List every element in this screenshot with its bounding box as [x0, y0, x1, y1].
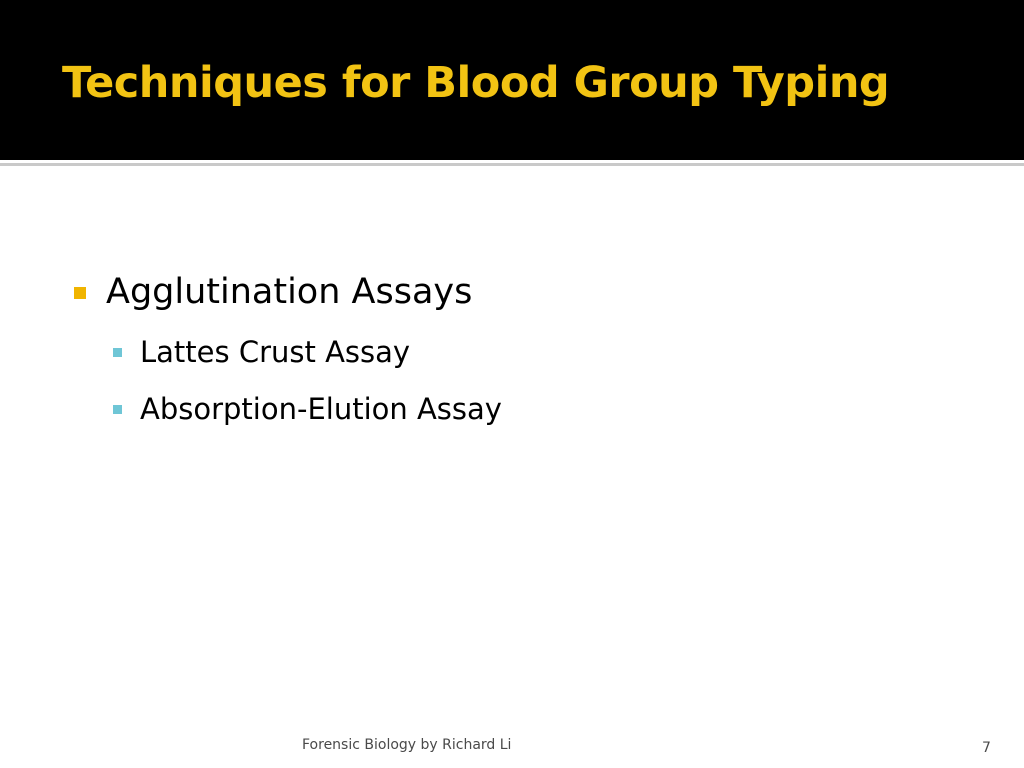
square-bullet-icon [113, 348, 122, 357]
bullet-text: Agglutination Assays [106, 272, 473, 312]
sub-bullet-text: Lattes Crust Assay [140, 335, 411, 369]
footer-text: Forensic Biology by Richard Li [302, 737, 512, 753]
square-bullet-icon [113, 405, 122, 414]
sub-bullet-text: Absorption-Elution Assay [140, 392, 502, 426]
slide-title: Techniques for Blood Group Typing [62, 58, 890, 108]
square-bullet-icon [74, 287, 86, 299]
slide-number: 7 [982, 740, 991, 756]
